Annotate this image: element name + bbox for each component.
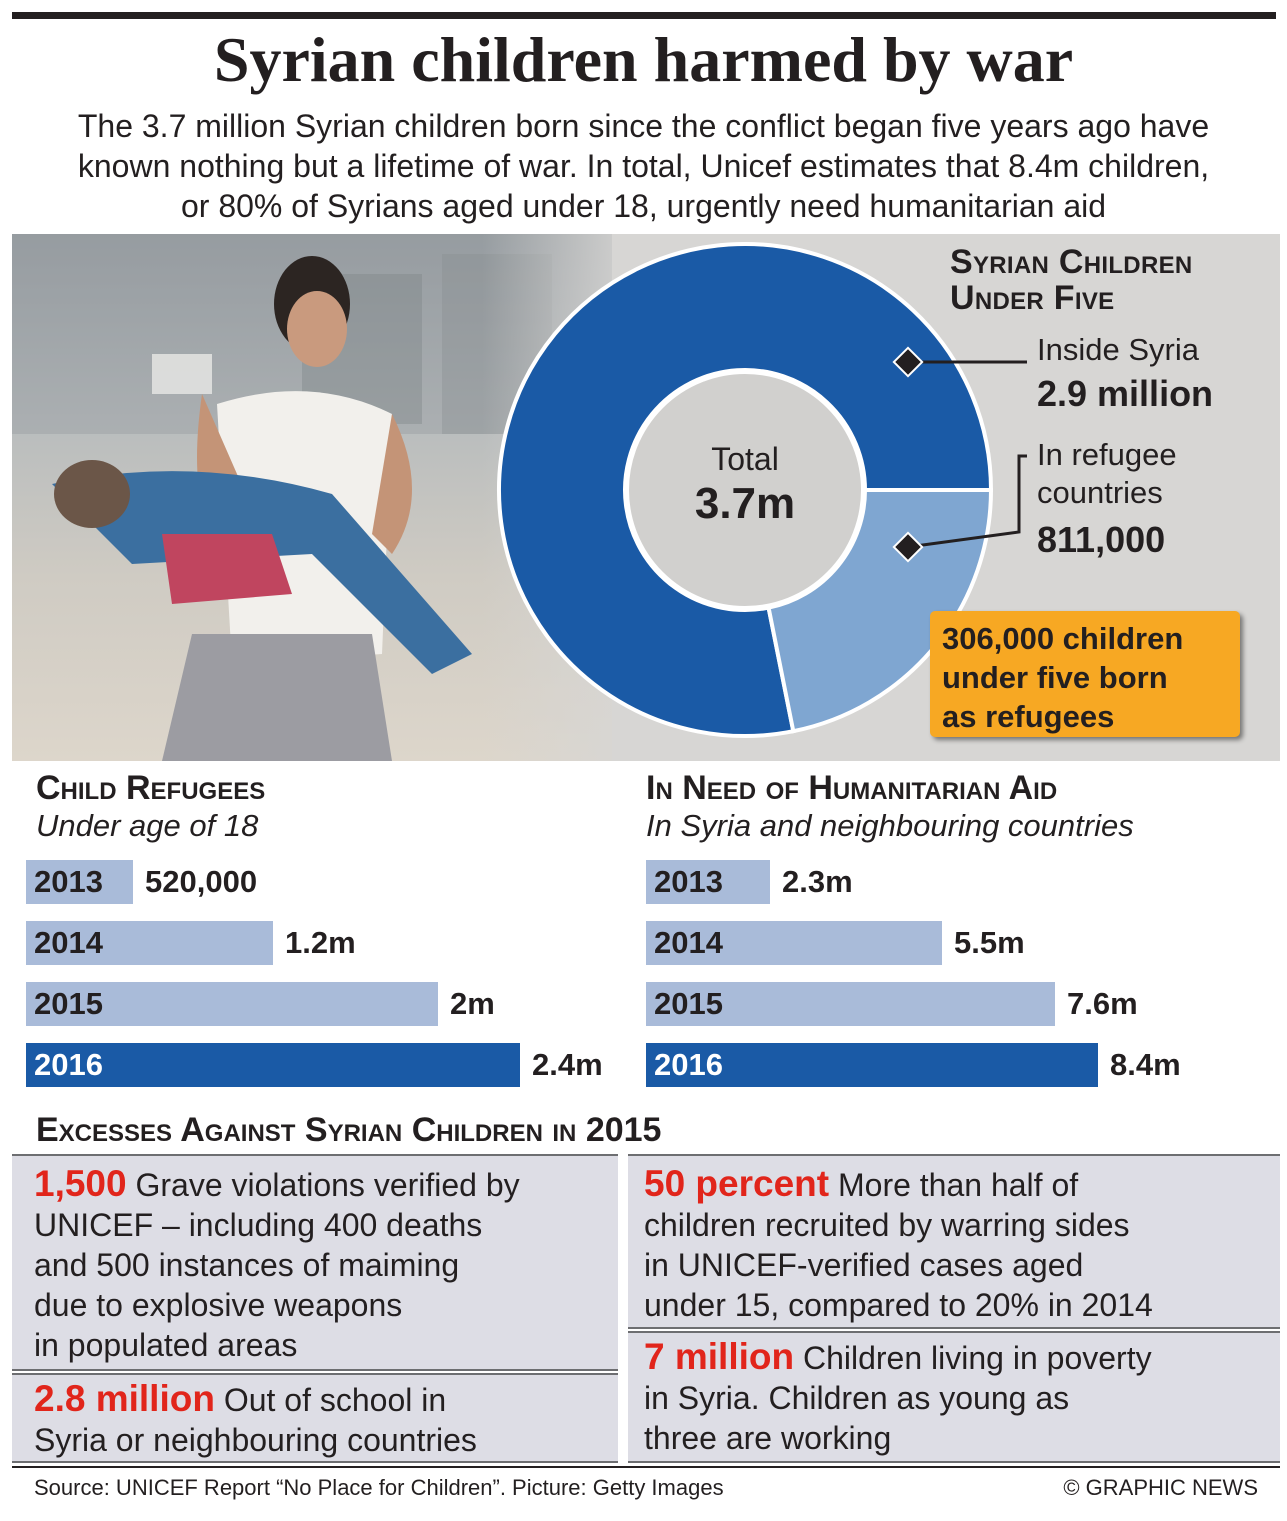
excess-line: in populated areas (34, 1327, 298, 1363)
bar-value-label: 1.2m (285, 925, 356, 960)
excess-line: Children living in poverty (802, 1340, 1152, 1376)
hero-panel (12, 234, 1280, 761)
bar-year-label: 2016 (654, 1047, 723, 1082)
intro-line: or 80% of Syrians aged under 18, urgently need humanitarian aid (180, 188, 1107, 224)
bar-2013 (26, 860, 133, 904)
excess-line: and 500 instances of maiming (34, 1247, 460, 1283)
bar-year-label: 2013 (654, 864, 723, 899)
excess-text (644, 1164, 1153, 1325)
excess-box-violations (12, 1154, 618, 1371)
bar-year-label: 2015 (34, 986, 103, 1021)
excess-stat: 7 million (644, 1336, 795, 1377)
legend-refugee-value: 811,000 (1037, 519, 1166, 560)
bar-2016 (26, 1043, 520, 1087)
callout-line: under five born (942, 660, 1168, 695)
legend-inside-value: 2.9 million (1037, 373, 1214, 414)
bar-year-label: 2014 (34, 925, 103, 960)
excess-line: due to explosive weapons (34, 1287, 403, 1323)
bar-2015 (646, 982, 1055, 1026)
intro-line: The 3.7 million Syrian children born since the conflict began five years ago have (77, 108, 1210, 144)
refugees-title: Child Refugees (36, 769, 266, 807)
donut-title (950, 244, 1280, 316)
bar-value-label: 2m (450, 986, 495, 1021)
bar-year-label: 2015 (654, 986, 723, 1021)
bar-2014 (26, 921, 273, 965)
excess-line: three are working (644, 1420, 892, 1456)
refugees-subtitle: Under age of 18 (36, 808, 259, 843)
excess-line: UNICEF – including 400 deaths (34, 1207, 483, 1243)
callout-line: 306,000 children (942, 621, 1184, 656)
excess-text (34, 1164, 520, 1365)
bar-value-label: 2.3m (782, 864, 853, 899)
bar-year-label: 2016 (34, 1047, 103, 1082)
top-rule (12, 12, 1276, 19)
excess-box-school (12, 1373, 618, 1463)
bar-2015 (26, 982, 438, 1026)
excess-stat: 50 percent (644, 1163, 830, 1204)
excess-line: Syria or neighbouring countries (34, 1422, 477, 1458)
aid-subtitle: In Syria and neighbouring countries (646, 808, 1134, 843)
bar-year-label: 2014 (654, 925, 723, 960)
bar-year-label: 2013 (34, 864, 103, 899)
excess-text (644, 1337, 1152, 1458)
excesses-title: Excesses Against Syrian Children in 2015 (36, 1111, 662, 1149)
excess-line: More than half of (837, 1167, 1079, 1203)
footer (12, 1466, 1280, 1506)
credit: © GRAPHIC NEWS (1063, 1475, 1258, 1500)
excess-line: children recruited by warring sides (644, 1207, 1130, 1243)
donut-title-text: Syrian Children Under Five (950, 243, 1193, 317)
excess-line: under 15, compared to 20% in 2014 (644, 1287, 1153, 1323)
excess-box-recruitment (628, 1154, 1280, 1329)
excess-stat: 2.8 million (34, 1378, 215, 1419)
bar-value-label: 520,000 (145, 864, 258, 899)
legend-refugee-label: In refugee countries (1037, 437, 1177, 510)
legend-inside-label: Inside Syria (1037, 332, 1199, 367)
excess-text (34, 1379, 477, 1460)
bar-2014 (646, 921, 942, 965)
bar-2016 (646, 1043, 1098, 1087)
excess-line: Out of school in (223, 1382, 447, 1418)
donut-center-value: 3.7m (694, 479, 796, 528)
excess-line: in UNICEF-verified cases aged (644, 1247, 1084, 1283)
bar-value-label: 7.6m (1067, 986, 1138, 1021)
excess-line: Grave violations verified by (135, 1167, 520, 1203)
excess-box-poverty (628, 1331, 1280, 1463)
intro-line: known nothing but a lifetime of war. In total, Unicef estimates that 8.4m children, (77, 148, 1210, 184)
aid-title: In Need of Humanitarian Aid (646, 769, 1058, 807)
donut-center-label: Total (711, 441, 779, 477)
excess-stat: 1,500 (34, 1163, 127, 1204)
bar-2013 (646, 860, 770, 904)
page-title: Syrian children harmed by war (213, 24, 1074, 95)
callout-line: as refugees (942, 699, 1115, 734)
bar-value-label: 8.4m (1110, 1047, 1181, 1082)
intro-text (0, 106, 1287, 226)
refugee-births-callout (930, 611, 1240, 737)
source-note: Source: UNICEF Report “No Place for Children”. Picture: Getty Images (34, 1475, 724, 1500)
bar-value-label: 2.4m (532, 1047, 603, 1082)
bar-value-label: 5.5m (954, 925, 1025, 960)
excess-line: in Syria. Children as young as (644, 1380, 1070, 1416)
